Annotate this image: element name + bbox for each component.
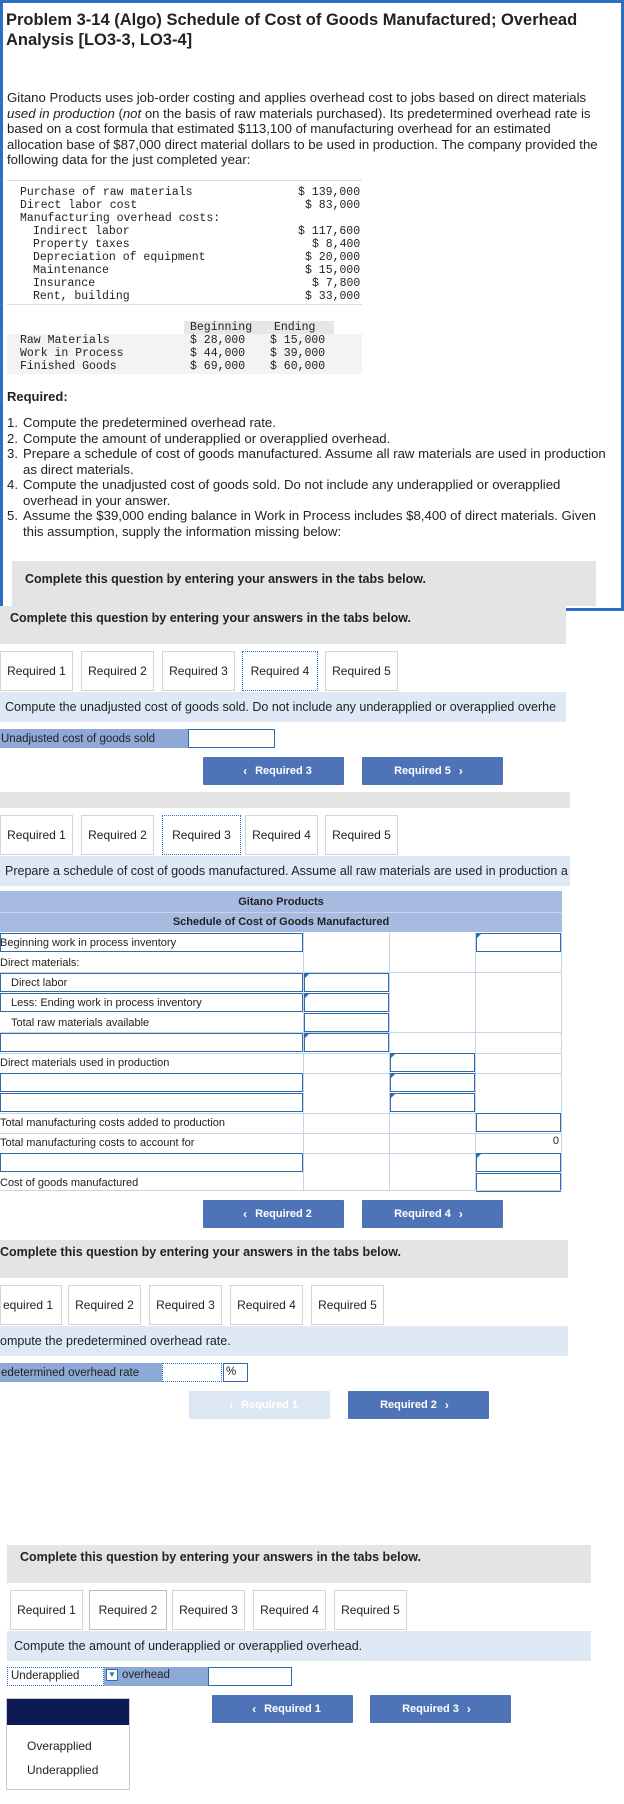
required-item: 3. Prepare a schedule of cost of goods manufactured. Assume all raw materials are used in production as direct materials.	[7, 446, 606, 477]
unadjusted-cogs-input[interactable]	[188, 729, 275, 748]
total-rm-input[interactable]	[304, 1013, 389, 1032]
chevron-left-icon: ‹	[243, 764, 248, 778]
inventory-ending: $ 15,000	[270, 334, 326, 347]
prev-button[interactable]: ‹ Required 3	[203, 757, 344, 785]
schedule-row-label: Direct materials used in production	[0, 1057, 170, 1069]
next-button[interactable]: Required 5 ›	[362, 757, 503, 785]
cell-marker	[305, 994, 309, 998]
cost-label: Purchase of raw materials	[20, 186, 193, 199]
cost-value: $ 139,000	[298, 186, 361, 199]
cost-label: Depreciation of equipment	[33, 251, 206, 264]
amount-input[interactable]	[304, 1033, 389, 1052]
unadjusted-cogs-label: Unadjusted cost of goods sold	[0, 729, 188, 748]
cost-value: $ 20,000	[305, 251, 361, 264]
inventory-ending: $ 60,000	[270, 360, 326, 373]
cell-marker	[477, 1154, 481, 1158]
tab-required-2[interactable]: Required 2	[68, 1285, 141, 1325]
percent-unit: %	[223, 1363, 248, 1382]
chevron-right-icon: ›	[458, 764, 463, 778]
schedule-label-field[interactable]	[0, 1073, 303, 1092]
dropdown-option-underapplied[interactable]: Underapplied	[27, 1763, 99, 1777]
schedule-row-label: Total manufacturing costs added to production	[0, 1117, 226, 1129]
banner-text: Complete this question by entering your answers in the tabs below.	[25, 572, 426, 586]
next-button[interactable]: Required 2 ›	[348, 1391, 489, 1419]
schedule-row-label: Total raw materials available	[11, 1017, 150, 1029]
schedule-header-divider	[0, 912, 562, 913]
tab-required-2[interactable]: Required 2	[89, 1590, 167, 1630]
schedule-row-label: Less: Ending work in process inventory	[11, 997, 202, 1009]
dropdown-highlight[interactable]	[7, 1699, 129, 1725]
tab-required-5[interactable]: Required 5	[334, 1590, 407, 1630]
tab-required-3[interactable]: Required 3	[162, 651, 235, 691]
tab-required-2[interactable]: Required 2	[81, 651, 154, 691]
prev-button[interactable]: ‹ Required 1	[189, 1391, 330, 1419]
table-divider	[7, 304, 362, 305]
required-item: 4. Compute the unadjusted cost of goods sold. Do not include any underapplied or overapplied overhead in your answer.	[7, 477, 561, 508]
dropdown-option-overapplied[interactable]: Overapplied	[27, 1739, 92, 1753]
required-item: 1. Compute the predetermined overhead rate.	[7, 415, 276, 430]
chevron-left-icon: ‹	[252, 1702, 257, 1716]
banner-text: Complete this question by entering your answers in the tabs below.	[0, 1245, 401, 1259]
grid-line	[561, 932, 562, 1190]
cost-value: $ 8,400	[312, 238, 361, 251]
tab-required-4[interactable]: Required 4	[245, 815, 318, 855]
cost-label: Insurance	[33, 277, 96, 290]
section-divider-bar	[0, 792, 570, 808]
cell-marker	[305, 1034, 309, 1038]
cost-label: Maintenance	[33, 264, 109, 277]
schedule-row-label: Beginning work in process inventory	[0, 937, 177, 949]
problem-intro: Gitano Products uses job-order costing and applies overhead cost to jobs based on direct materials used in production (not on the basis of raw materials purchased). Its predetermined overhead rate is based on a cost formula that estimated $113,100 of manufacturing overhead for an estimated allocation base of $87,000 direct material dollars to be used in production. The company provided the following data for the just completed year:	[7, 90, 598, 167]
dm-used-input[interactable]	[390, 1053, 475, 1072]
tab-required-3[interactable]: Required 3	[149, 1285, 222, 1325]
next-button[interactable]: Required 4 ›	[362, 1200, 503, 1228]
schedule-label-field[interactable]	[0, 1033, 303, 1052]
cost-value: $ 15,000	[305, 264, 361, 277]
total-added-input[interactable]	[476, 1113, 561, 1132]
tab-instruction: Prepare a schedule of cost of goods manufactured. Assume all raw materials are used in production a	[0, 856, 570, 886]
prev-button[interactable]: ‹ Required 2	[203, 1200, 344, 1228]
banner-text: Complete this question by entering your answers in the tabs below.	[10, 611, 411, 625]
tab-required-3[interactable]: Required 3	[162, 815, 241, 855]
schedule-company: Gitano Products	[238, 896, 324, 908]
tab-required-5[interactable]: Required 5	[325, 651, 398, 691]
tab-required-1[interactable]: Required 1	[0, 815, 73, 855]
schedule-title: Schedule of Cost of Goods Manufactured	[172, 916, 390, 928]
cell-marker	[305, 974, 309, 978]
cost-value: $ 117,600	[298, 225, 361, 238]
row-line	[0, 1190, 562, 1191]
next-button[interactable]: Required 3 ›	[370, 1695, 511, 1723]
problem-title: Problem 3-14 (Algo) Schedule of Cost of Goods Manufactured; Overhead Analysis [LO3-3, LO3-4]	[6, 11, 578, 49]
tab-required-1[interactable]: Required 1	[0, 651, 73, 691]
cell-marker	[391, 1074, 395, 1078]
predetermined-rate-input[interactable]	[162, 1363, 222, 1382]
chevron-left-icon: ‹	[229, 1398, 234, 1412]
applied-dropdown-menu	[6, 1698, 130, 1790]
chevron-down-icon[interactable]: ▼	[106, 1669, 118, 1681]
cell-marker	[391, 1094, 395, 1098]
cell-marker	[391, 1054, 395, 1058]
banner-text: Complete this question by entering your answers in the tabs below.	[20, 1550, 421, 1564]
inventory-header-ending: Ending	[274, 321, 316, 334]
cost-label: Indirect labor	[33, 225, 130, 238]
amount-input[interactable]	[390, 1073, 475, 1092]
schedule-label-field[interactable]	[0, 1153, 303, 1172]
schedule-row-label: Direct materials:	[0, 957, 80, 969]
tab-required-5[interactable]: Required 5	[311, 1285, 384, 1325]
cost-value: $ 33,000	[305, 290, 361, 303]
bwip-input[interactable]	[476, 933, 561, 952]
required-item: 5. Assume the $39,000 ending balance in Work in Process includes $8,400 of direct materials. Given this assumption, supply the information missing below:	[7, 508, 596, 539]
required-heading: Required:	[7, 389, 68, 404]
schedule-row-label: Cost of goods manufactured	[0, 1177, 139, 1189]
schedule-row-label: Total manufacturing costs to account for	[0, 1137, 195, 1149]
cost-label: Direct labor cost	[20, 199, 138, 212]
grid-line	[303, 932, 304, 1190]
tab-required-1[interactable]: Required 1	[10, 1590, 83, 1630]
required-item: 2. Compute the amount of underapplied or overapplied overhead.	[7, 430, 391, 446]
direct-labor-input[interactable]	[304, 973, 389, 992]
tab-required-4[interactable]: Required 4	[253, 1590, 326, 1630]
tab-instruction: Compute the amount of underapplied or overapplied overhead.	[7, 1631, 591, 1661]
tab-required-2[interactable]: Required 2	[81, 815, 154, 855]
cost-label: Property taxes	[33, 238, 130, 251]
predetermined-rate-label: edetermined overhead rate	[0, 1363, 162, 1382]
chevron-right-icon: ›	[444, 1398, 449, 1412]
inventory-beginning: $ 28,000	[190, 334, 246, 347]
tab-required-1[interactable]: equired 1	[0, 1285, 62, 1325]
table-divider	[7, 180, 362, 181]
schedule-label-field	[0, 933, 303, 952]
cell-marker	[477, 934, 481, 938]
grid-line	[475, 932, 476, 1190]
chevron-left-icon: ‹	[243, 1207, 248, 1221]
tab-required-4[interactable]: Required 4	[230, 1285, 303, 1325]
chevron-right-icon: ›	[466, 1702, 471, 1716]
inventory-beginning: $ 44,000	[190, 347, 246, 360]
cost-value: $ 83,000	[305, 199, 361, 212]
chevron-right-icon: ›	[458, 1207, 463, 1221]
cost-label: Rent, building	[33, 290, 130, 303]
inventory-label: Finished Goods	[20, 360, 117, 373]
applied-select[interactable]: Underapplied	[7, 1667, 104, 1686]
cost-value: $ 7,800	[312, 277, 361, 290]
required-list	[7, 415, 607, 539]
schedule-row-label: Direct labor	[11, 977, 68, 989]
total-to-account-value: 0	[552, 1135, 559, 1147]
prev-button[interactable]: ‹ Required 1	[212, 1695, 353, 1723]
tab-required-3[interactable]: Required 3	[172, 1590, 245, 1630]
amount-input[interactable]	[390, 1093, 475, 1112]
tab-required-5[interactable]: Required 5	[325, 815, 398, 855]
inventory-label: Work in Process	[20, 347, 124, 360]
inventory-label: Raw Materials	[20, 334, 110, 347]
ewip-input[interactable]	[304, 993, 389, 1012]
select-suffix-label: overhead	[122, 1669, 170, 1681]
inventory-header-beginning: Beginning	[190, 321, 253, 334]
tab-instruction: Compute the unadjusted cost of goods sold. Do not include any underapplied or overapplied overhe	[0, 692, 566, 722]
inventory-beginning: $ 69,000	[190, 360, 246, 373]
inventory-ending: $ 39,000	[270, 347, 326, 360]
tab-required-4[interactable]: Required 4	[242, 651, 318, 691]
tab-instruction: ompute the predetermined overhead rate.	[0, 1326, 568, 1356]
amount-input[interactable]	[476, 1153, 561, 1172]
overhead-amount-input[interactable]	[208, 1667, 292, 1686]
cost-label: Manufacturing overhead costs:	[20, 212, 221, 225]
schedule-label-field[interactable]	[0, 1093, 303, 1112]
